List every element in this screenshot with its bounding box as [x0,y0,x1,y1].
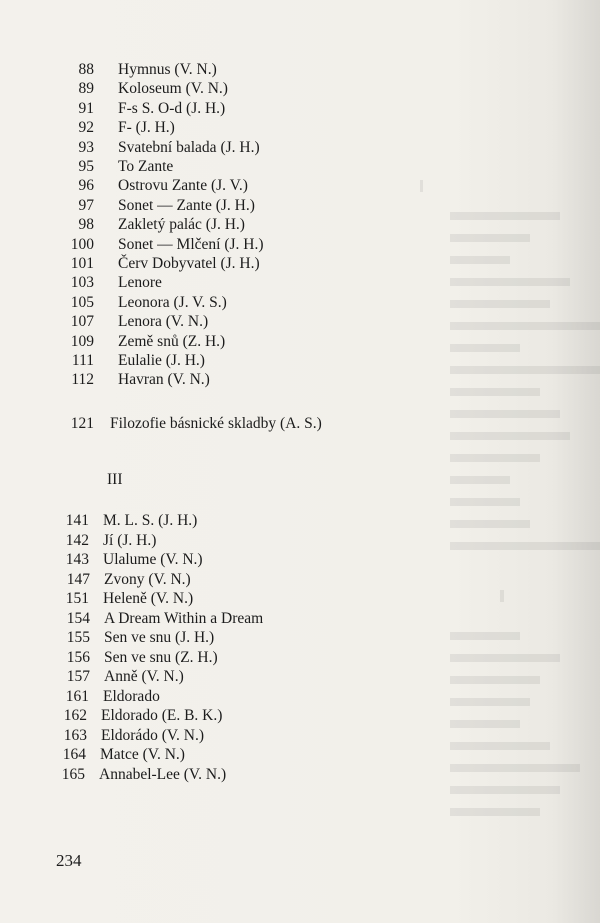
contents-entry [0,157,600,177]
entry-page-number: 121 [70,415,94,432]
entry-title: Leonora (J. V. S.) [118,293,227,311]
contents-entry [0,79,600,99]
entry-page-number: 105 [70,293,94,311]
contents-entry [0,332,600,352]
entry-page-number: 109 [70,332,94,350]
entry-title: Sonet — Mlčení (J. H.) [118,235,264,253]
entry-page-number: 100 [70,235,94,253]
entry-page-number: 89 [78,80,94,98]
entry-page-number: 157 [66,668,90,685]
contents-entry [0,235,600,255]
contents-entry [0,370,600,390]
contents-entry [0,570,600,590]
contents-entry [0,609,600,629]
entry-title: F- (J. H.) [118,119,175,137]
entry-title: Anně (V. N.) [104,668,184,685]
entry-title: Ulalume (V. N.) [103,551,203,568]
entry-title: Havran (V. N.) [118,371,210,389]
contents-entry [0,628,600,648]
contents-entry [0,118,600,138]
entry-title: F-s S. O-d (J. H.) [118,99,226,117]
contents-entry [0,273,600,293]
entry-title: Eulalie (J. H.) [118,352,205,369]
contents-entry [0,648,600,668]
entry-page-number: 164 [62,746,86,763]
entry-page-number: 161 [65,687,89,705]
contents-entry [0,215,600,235]
entry-page-number: 151 [65,590,89,607]
contents-entry [0,667,600,687]
entry-title: Jí (J. H.) [103,531,157,549]
contents-entry [0,745,600,765]
contents-entry [0,312,600,332]
contents-entry [0,765,600,785]
contents-entry [0,138,600,158]
section-heading: III [107,471,123,488]
entry-title: Hymnus (V. N.) [118,61,217,78]
entry-title: Země snů (Z. H.) [118,332,226,350]
page-number: 234 [56,851,82,870]
entry-page-number: 111 [71,352,94,369]
contents-entry [0,687,600,707]
entry-title: Ostrovu Zante (J. V.) [118,177,248,195]
entry-page-number: 103 [70,274,94,292]
entry-page-number: 143 [65,551,89,568]
contents-entry [0,414,600,434]
entry-title: Sen ve snu (Z. H.) [104,648,218,666]
entry-page-number: 155 [66,629,90,646]
contents-entry [0,511,600,531]
entry-title: Koloseum (V. N.) [118,80,228,98]
entry-title: Svatební balada (J. H.) [118,138,260,156]
entry-page-number: 107 [70,313,94,331]
contents-entry [0,293,600,313]
contents-entry [0,589,600,609]
contents-entry [0,351,600,371]
entry-title: Lenore [118,274,162,292]
entry-page-number: 91 [78,99,94,117]
entry-title: Eldorádo (V. N.) [101,726,205,744]
entry-page-number: 142 [65,531,89,549]
entry-page-number: 92 [78,119,94,137]
contents-entry [0,706,600,726]
entry-page-number: 93 [78,138,94,156]
entry-title: Annabel-Lee (V. N.) [99,765,227,783]
contents-entry [0,176,600,196]
entry-page-number: 112 [71,371,94,389]
entry-title: Heleně (V. N.) [103,590,194,607]
entry-page-number: 96 [78,177,94,195]
entry-page-number: 101 [70,255,94,272]
contents-entry [0,531,600,551]
entry-page-number: 163 [63,726,87,744]
contents-entry [0,254,600,274]
entry-page-number: 97 [78,196,94,214]
entry-page-number: 156 [66,648,90,666]
entry-title: Sonet — Zante (J. H.) [118,196,255,214]
contents-entry [0,60,600,80]
entry-title: Sen ve snu (J. H.) [104,629,215,646]
entry-title: Lenora (V. N.) [118,313,209,331]
entry-page-number: 147 [66,570,90,588]
entry-page-number: 95 [78,158,94,175]
entry-page-number: 88 [78,61,94,78]
contents-entry [0,550,600,570]
entry-page-number: 98 [78,216,94,234]
contents-entry [0,726,600,746]
entry-title: To Zante [118,158,174,175]
entry-title: Zakletý palác (J. H.) [118,216,245,234]
entry-title: Eldorado [103,687,160,705]
entry-title: Matce (V. N.) [100,746,185,763]
entry-title: Eldorado (E. B. K.) [101,707,223,724]
entry-title: A Dream Within a Dream [104,609,264,627]
entry-page-number: 141 [65,512,89,529]
entry-page-number: 154 [66,609,90,627]
contents-entry [0,196,600,216]
entry-title: Zvony (V. N.) [104,570,191,588]
entry-title: Červ Dobyvatel (J. H.) [118,255,260,272]
entry-page-number: 162 [63,707,87,724]
entry-title: Filozofie básnické skladby (A. S.) [110,415,322,432]
contents-entry [0,99,600,119]
entry-page-number: 165 [61,765,85,783]
entry-title: M. L. S. (J. H.) [103,512,198,529]
